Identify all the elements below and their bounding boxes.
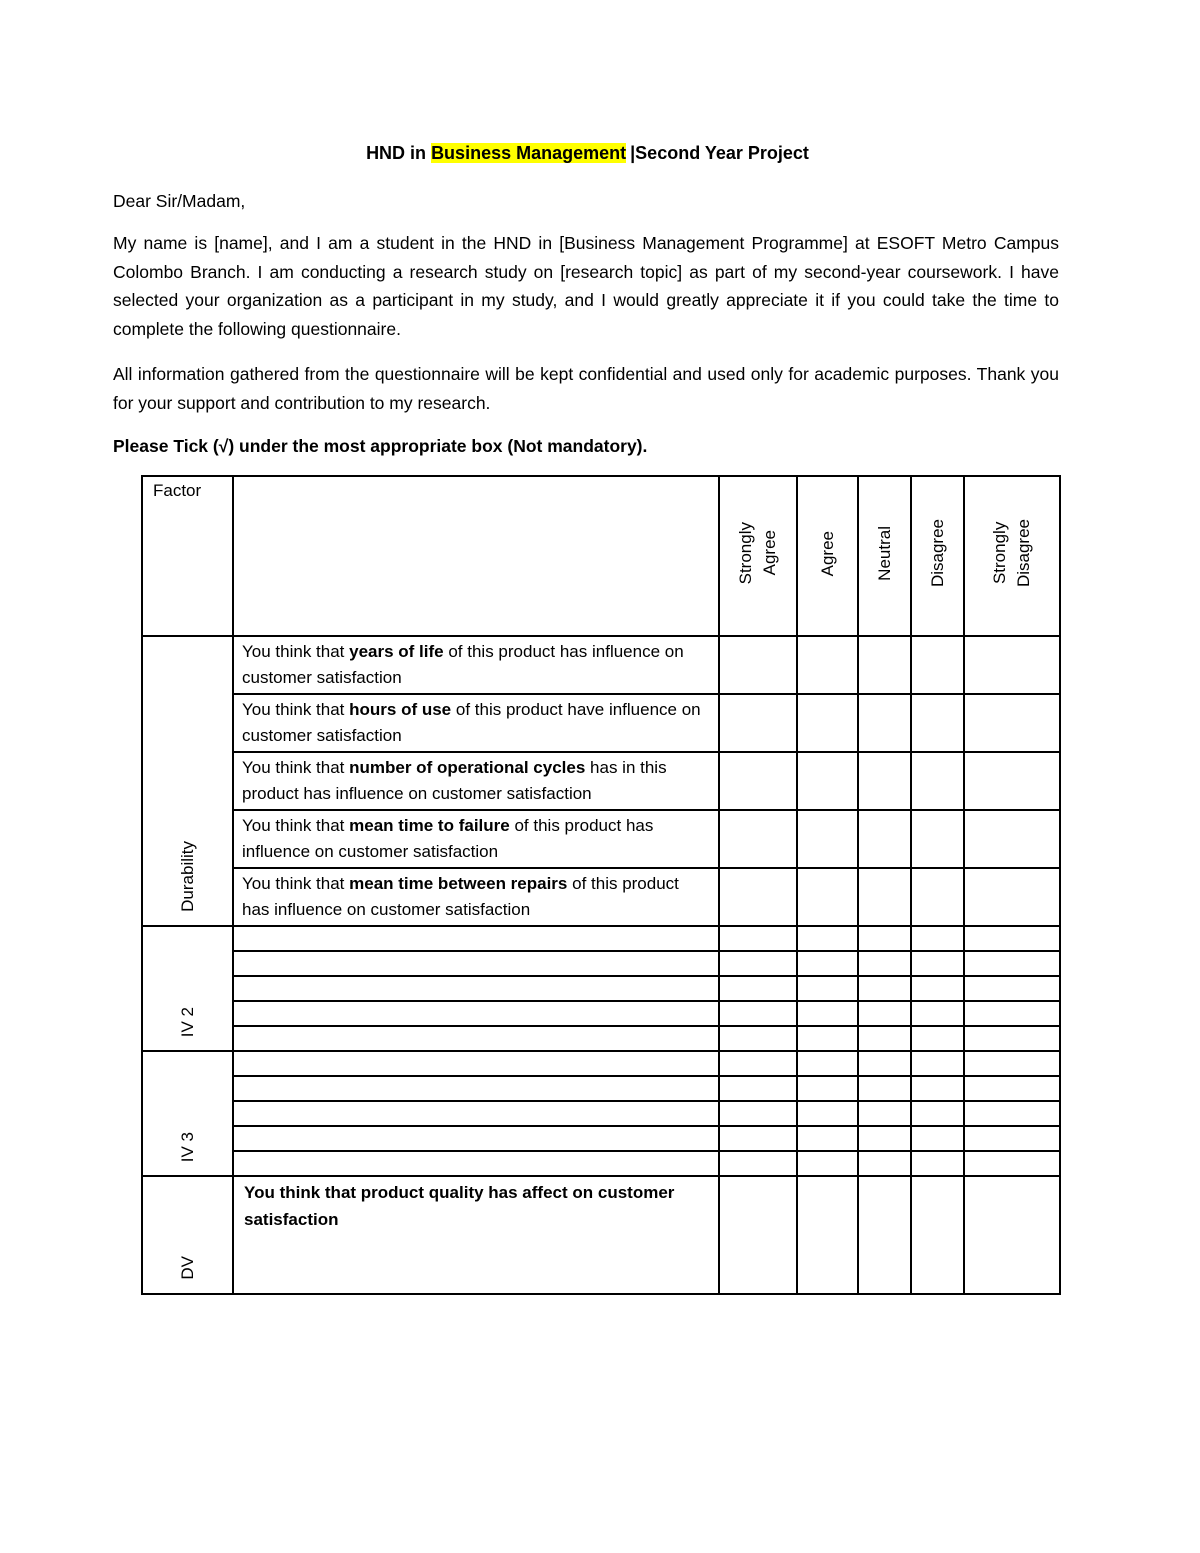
- tick-box[interactable]: [858, 1051, 911, 1076]
- iv3-row: [142, 1101, 1060, 1126]
- strongly-agree-line1: Strongly: [736, 522, 755, 585]
- tick-box[interactable]: [719, 1151, 797, 1176]
- tick-box[interactable]: [719, 1076, 797, 1101]
- iv3-row: [142, 1076, 1060, 1101]
- blank-statement[interactable]: [233, 1151, 719, 1176]
- agree-label: Agree: [817, 530, 837, 577]
- iv2-label-cell: [142, 926, 233, 1051]
- tick-box[interactable]: [858, 694, 911, 752]
- tick-box[interactable]: [911, 694, 964, 752]
- blank-statement[interactable]: [233, 1126, 719, 1151]
- tick-box[interactable]: [911, 1126, 964, 1151]
- tick-box[interactable]: [911, 951, 964, 976]
- tick-box[interactable]: [858, 951, 911, 976]
- blank-statement[interactable]: [233, 1076, 719, 1101]
- tick-box[interactable]: [797, 694, 858, 752]
- tick-box[interactable]: [797, 1126, 858, 1151]
- disagree-header: [911, 476, 964, 636]
- iv2-label: IV 2: [177, 1006, 197, 1037]
- tick-box[interactable]: [964, 636, 1060, 694]
- tick-box[interactable]: [911, 752, 964, 810]
- durability-label: Durability: [177, 841, 197, 912]
- tick-box[interactable]: [858, 1001, 911, 1026]
- title-highlight: Business Management: [431, 143, 627, 163]
- header-row: [142, 476, 1060, 636]
- iv3-row: [142, 1151, 1060, 1176]
- dv-label: DV: [177, 1256, 197, 1280]
- privacy-paragraph: All information gathered from the questionnaire will be kept confidential and used only for academic purposes. Thank you for your support and contribution to my research.: [113, 364, 1059, 413]
- tick-box[interactable]: [964, 1101, 1060, 1126]
- tick-box[interactable]: [797, 636, 858, 694]
- instruction: Please Tick (√) under the most appropriate box (Not mandatory).: [113, 436, 648, 456]
- durability-row-4: [142, 810, 1060, 868]
- tick-box[interactable]: [719, 868, 797, 926]
- iv2-row: [142, 1001, 1060, 1026]
- tick-box[interactable]: [858, 868, 911, 926]
- tick-box[interactable]: [964, 1176, 1060, 1294]
- statement-header: [233, 476, 719, 636]
- neutral-label: Neutral: [874, 526, 894, 581]
- disagree-label: Disagree: [927, 519, 947, 588]
- tick-box[interactable]: [719, 1126, 797, 1151]
- tick-box[interactable]: [911, 1076, 964, 1101]
- tick-box[interactable]: [964, 1126, 1060, 1151]
- durability-label-cell: [142, 636, 233, 926]
- tick-box[interactable]: [964, 810, 1060, 868]
- iv3-row: [142, 1126, 1060, 1151]
- blank-statement[interactable]: [233, 1026, 719, 1051]
- tick-box[interactable]: [858, 1176, 911, 1294]
- intro-paragraph: My name is [name], and I am a student in the HND in [Business Management Programme] at ESOFT Metro Campus Colombo Branch. I am conducting a research study on [research topic] as part of my second-year coursework. I have selected your organization as a participant in my study, and I would greatly appreciate it if you could take the time to complete the following questionnaire.: [113, 233, 1059, 339]
- iv3-label: IV 3: [177, 1131, 197, 1162]
- dv-statement: You think that product quality has affect on customer satisfaction: [233, 1176, 719, 1294]
- tick-box[interactable]: [911, 636, 964, 694]
- tick-box[interactable]: [964, 926, 1060, 951]
- dv-label-cell: [142, 1176, 233, 1294]
- tick-box[interactable]: [858, 1126, 911, 1151]
- tick-box[interactable]: [964, 1151, 1060, 1176]
- tick-box[interactable]: [719, 694, 797, 752]
- tick-box[interactable]: [719, 1001, 797, 1026]
- blank-statement[interactable]: [233, 951, 719, 976]
- strongly-agree-header: [719, 476, 797, 636]
- blank-statement[interactable]: [233, 926, 719, 951]
- tick-box[interactable]: [719, 951, 797, 976]
- tick-box[interactable]: [858, 810, 911, 868]
- tick-box[interactable]: [719, 1051, 797, 1076]
- strongly-disagree-line1: Strongly: [990, 522, 1009, 585]
- tick-box[interactable]: [797, 868, 858, 926]
- tick-box[interactable]: [964, 951, 1060, 976]
- strongly-disagree-line2: Disagree: [1014, 519, 1033, 588]
- tick-box[interactable]: [797, 752, 858, 810]
- strongly-agree-line2: Agree: [760, 530, 779, 577]
- tick-box[interactable]: [964, 694, 1060, 752]
- tick-box[interactable]: [911, 1176, 964, 1294]
- durability-statement-1: You think that years of life of this product has influence on customer satisfaction: [233, 636, 719, 694]
- durability-row-3: [142, 752, 1060, 810]
- tick-box[interactable]: [719, 1101, 797, 1126]
- tick-box[interactable]: [911, 810, 964, 868]
- tick-box[interactable]: [858, 1076, 911, 1101]
- strongly-disagree-header: [964, 476, 1060, 636]
- blank-statement[interactable]: [233, 1001, 719, 1026]
- blank-statement[interactable]: [233, 976, 719, 1001]
- tick-box[interactable]: [797, 1176, 858, 1294]
- page-title: [0, 143, 1175, 164]
- iv3-label-cell: [142, 1051, 233, 1176]
- tick-box[interactable]: [858, 752, 911, 810]
- durability-statement-4: You think that mean time to failure of this product has influence on customer satisfaction: [233, 810, 719, 868]
- iv2-row: [142, 951, 1060, 976]
- tick-box[interactable]: [797, 951, 858, 976]
- tick-box[interactable]: [719, 1176, 797, 1294]
- tick-box[interactable]: [797, 976, 858, 1001]
- iv2-row: [142, 1026, 1060, 1051]
- tick-box[interactable]: [858, 1026, 911, 1051]
- tick-box[interactable]: [797, 1051, 858, 1076]
- tick-box[interactable]: [719, 810, 797, 868]
- agree-header: [797, 476, 858, 636]
- durability-statement-3: You think that number of operational cycles has in this product has influence on customer satisfaction: [233, 752, 719, 810]
- durability-row-2: [142, 694, 1060, 752]
- blank-statement[interactable]: [233, 1051, 719, 1076]
- tick-box[interactable]: [964, 868, 1060, 926]
- iv3-row: [142, 1051, 1060, 1076]
- tick-box[interactable]: [964, 1001, 1060, 1026]
- durability-statement-5: You think that mean time between repairs of this product has influence on customer satisfaction: [233, 868, 719, 926]
- greeting: Dear Sir/Madam,: [113, 191, 246, 211]
- tick-box[interactable]: [797, 1001, 858, 1026]
- tick-box[interactable]: [797, 1151, 858, 1176]
- tick-box[interactable]: [797, 926, 858, 951]
- tick-box[interactable]: [964, 1051, 1060, 1076]
- tick-box[interactable]: [797, 1076, 858, 1101]
- tick-box[interactable]: [719, 976, 797, 1001]
- tick-box[interactable]: [797, 810, 858, 868]
- title-prefix: HND in: [366, 143, 432, 163]
- tick-box[interactable]: [911, 1026, 964, 1051]
- dv-row: [142, 1176, 1060, 1294]
- tick-box[interactable]: [858, 1151, 911, 1176]
- tick-box[interactable]: [858, 926, 911, 951]
- tick-box[interactable]: [719, 752, 797, 810]
- neutral-header: [858, 476, 911, 636]
- factor-header: Factor: [142, 476, 233, 636]
- tick-box[interactable]: [911, 1051, 964, 1076]
- questionnaire-table: [141, 475, 1061, 1295]
- tick-box[interactable]: [911, 926, 964, 951]
- tick-box[interactable]: [719, 636, 797, 694]
- tick-box[interactable]: [911, 1001, 964, 1026]
- tick-box[interactable]: [719, 926, 797, 951]
- tick-box[interactable]: [858, 1101, 911, 1126]
- tick-box[interactable]: [719, 1026, 797, 1051]
- tick-box[interactable]: [858, 636, 911, 694]
- durability-row-5: [142, 868, 1060, 926]
- tick-box[interactable]: [964, 976, 1060, 1001]
- tick-box[interactable]: [911, 1101, 964, 1126]
- tick-box[interactable]: [964, 752, 1060, 810]
- tick-box[interactable]: [858, 976, 911, 1001]
- tick-box[interactable]: [911, 868, 964, 926]
- durability-statement-2: You think that hours of use of this product have influence on customer satisfaction: [233, 694, 719, 752]
- tick-box[interactable]: [964, 1026, 1060, 1051]
- title-separator: |: [630, 143, 636, 163]
- tick-box[interactable]: [911, 976, 964, 1001]
- tick-box[interactable]: [911, 1151, 964, 1176]
- tick-box[interactable]: [797, 1026, 858, 1051]
- durability-row-1: [142, 636, 1060, 694]
- blank-statement[interactable]: [233, 1101, 719, 1126]
- title-suffix: Second Year Project: [635, 143, 809, 163]
- iv2-row: [142, 926, 1060, 951]
- iv2-row: [142, 976, 1060, 1001]
- tick-box[interactable]: [797, 1101, 858, 1126]
- tick-box[interactable]: [964, 1076, 1060, 1101]
